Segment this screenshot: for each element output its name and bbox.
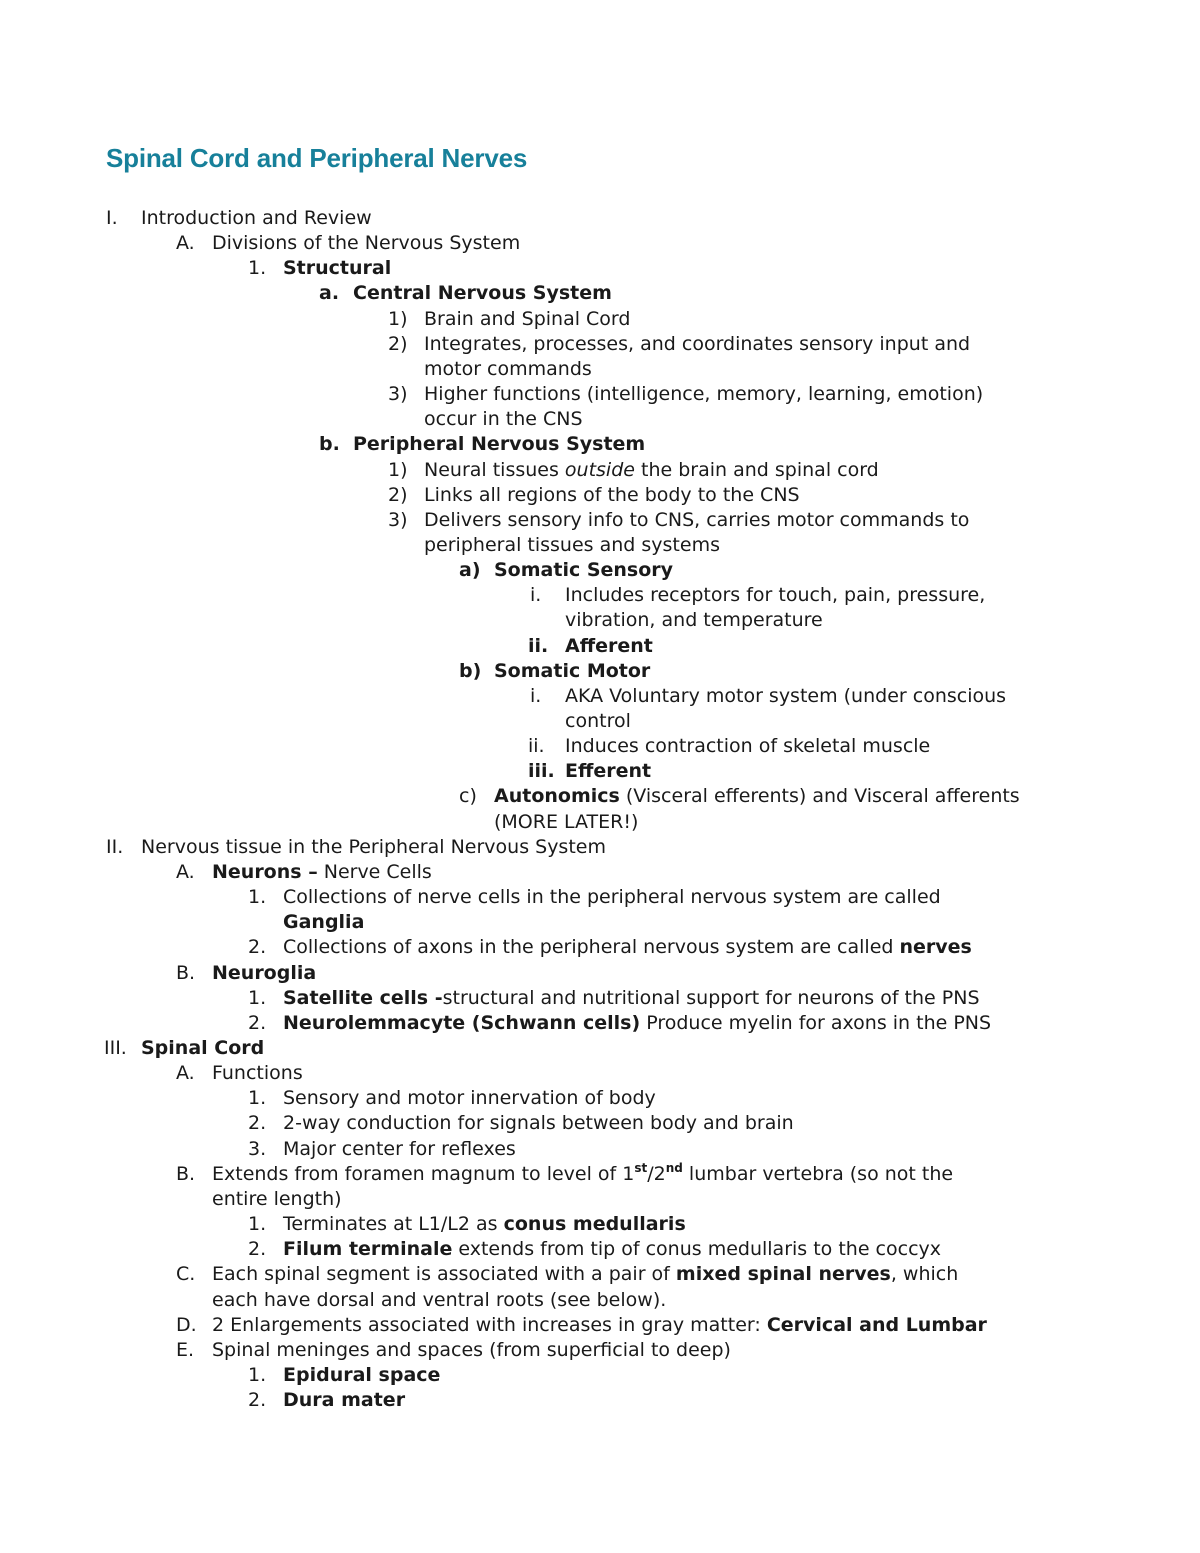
list-item-text	[283, 986, 980, 1011]
list-item-text	[283, 1363, 440, 1388]
list-marker: B.	[176, 961, 196, 984]
text-run: Integrates, processes, and coordinates sensory input and	[424, 332, 971, 355]
text-run: (Visceral efferents) and Visceral afferents	[619, 785, 1020, 808]
list-item-text	[141, 206, 372, 231]
text-run: lumbar vertebra (so not the	[682, 1162, 954, 1185]
bold-text: Filum terminale	[283, 1238, 453, 1261]
text-run: AKA Voluntary motor system (under conscious	[565, 684, 1007, 707]
list-item-text	[494, 784, 1020, 809]
text-run: Delivers sensory info to CNS, carries motor commands to	[424, 508, 970, 531]
list-marker: A.	[176, 860, 195, 883]
text-run: /2	[647, 1162, 666, 1185]
list-marker: 2.	[248, 1389, 267, 1411]
list-item-text	[424, 332, 970, 357]
list-item-text	[565, 634, 653, 659]
bold-text: Peripheral Nervous System	[353, 433, 646, 456]
bold-text: Central Nervous System	[353, 282, 612, 305]
list-item-text	[283, 885, 941, 910]
text-run: Links all regions of the body to the CNS	[424, 483, 800, 506]
list-item-text	[141, 1036, 264, 1061]
text-run: Produce myelin for axons in the PNS	[640, 1011, 992, 1034]
list-item-text	[212, 1162, 953, 1187]
list-item-text	[141, 835, 606, 860]
list-item-text	[565, 709, 631, 734]
bold-text: Somatic Sensory	[494, 559, 674, 582]
bold-text: Neuroglia	[212, 961, 317, 984]
list-item-text	[424, 407, 583, 432]
text-run: Introduction and Review	[141, 207, 372, 229]
text-run: Higher functions (intelligence, memory, learning, emotion)	[424, 383, 984, 405]
list-marker: b.	[319, 433, 340, 456]
list-marker: 3.	[248, 1137, 267, 1160]
list-item-text	[565, 734, 930, 759]
list-item-text	[494, 810, 638, 835]
bold-text: Ganglia	[283, 911, 365, 934]
text-run: Neural tissues	[424, 458, 565, 481]
list-item-text	[424, 357, 592, 382]
list-marker: 3)	[388, 508, 408, 531]
text-run: structural and nutritional support for neurons of the PNS	[442, 986, 980, 1009]
list-item-text	[212, 961, 316, 986]
text-run: 2 Enlargements associated with increases in gray matter:	[212, 1313, 767, 1336]
text-run: peripheral tissues and systems	[424, 534, 720, 556]
text-run: Divisions of the Nervous System	[212, 232, 521, 255]
list-marker: 3)	[388, 383, 408, 405]
italic-text: outside	[564, 458, 635, 481]
bold-text: Structural	[283, 257, 392, 280]
text-run: , which	[890, 1263, 959, 1286]
list-item-text	[212, 860, 432, 885]
list-marker: 2)	[388, 483, 408, 506]
bold-text: Autonomics	[494, 785, 620, 808]
list-marker: 1.	[248, 1363, 267, 1386]
text-run: occur in the CNS	[424, 408, 583, 431]
bold-text: Somatic Motor	[494, 659, 651, 682]
list-item-text	[212, 1338, 731, 1363]
list-marker: 2)	[388, 332, 408, 355]
list-item-text	[565, 583, 985, 608]
text-run: entire length)	[212, 1187, 342, 1210]
list-item-text	[283, 1137, 516, 1162]
text-run: Includes receptors for touch, pain, pressure,	[565, 584, 986, 607]
page-title: Spinal Cord and Peripheral Nerves	[106, 143, 528, 173]
list-marker: 1)	[388, 458, 408, 481]
text-run: Terminates at L1/L2 as	[283, 1213, 504, 1235]
bold-text: Cervical and Lumbar	[766, 1313, 987, 1336]
list-marker: C.	[176, 1263, 196, 1286]
list-marker: 2.	[248, 1112, 267, 1135]
bold-text: Efferent	[565, 760, 652, 783]
list-item-text	[353, 432, 645, 457]
bold-text: Neurons –	[212, 860, 318, 883]
list-marker: A.	[176, 232, 195, 255]
list-item-text	[283, 935, 972, 960]
list-marker: 2.	[248, 936, 267, 959]
list-item-text	[424, 483, 800, 508]
list-marker: E.	[176, 1338, 195, 1361]
bold-text: Neurolemmacyte (Schwann cells)	[283, 1011, 641, 1034]
list-marker: D.	[176, 1313, 197, 1336]
text-run: Extends from foramen magnum to level of 1	[212, 1162, 635, 1185]
text-run: Nervous tissue in the Peripheral Nervous System	[141, 835, 606, 858]
bold-text: Afferent	[565, 634, 653, 657]
bold-text: nerves	[899, 936, 972, 959]
list-marker: II.	[106, 835, 124, 858]
text-run: Brain and Spinal Cord	[424, 307, 631, 330]
list-marker: 1.	[248, 257, 267, 280]
text-run: Functions	[212, 1062, 303, 1085]
list-marker: 2.	[248, 1011, 267, 1034]
text-run: (MORE LATER!)	[494, 810, 639, 833]
list-item-text	[283, 1086, 656, 1111]
list-marker: ii.	[528, 735, 545, 758]
list-marker: A.	[176, 1062, 195, 1085]
list-marker: B.	[176, 1162, 196, 1185]
list-marker: 1)	[388, 307, 408, 330]
list-marker: III.	[104, 1036, 127, 1059]
list-item-text	[283, 1212, 686, 1237]
list-item-text	[212, 1288, 666, 1313]
text-run: vibration, and temperature	[565, 609, 823, 632]
list-marker: iii.	[528, 760, 555, 783]
text-run: Induces contraction of skeletal muscle	[565, 735, 931, 758]
list-item-text	[212, 1262, 958, 1287]
list-marker: a.	[319, 282, 340, 305]
list-item-text	[494, 659, 650, 684]
list-marker: i.	[530, 584, 542, 607]
list-marker: 2.	[248, 1238, 267, 1261]
text-run: Nerve Cells	[317, 860, 432, 883]
list-item-text	[565, 684, 1006, 709]
list-item-text	[424, 458, 879, 483]
text-run: control	[565, 710, 631, 732]
bold-text: Spinal Cord	[141, 1036, 265, 1059]
text-run: Major center for reflexes	[283, 1137, 516, 1160]
text-run: Spinal meninges and spaces (from superficial to deep)	[212, 1338, 731, 1361]
list-marker: 1.	[248, 1087, 267, 1110]
list-item-text	[283, 1388, 405, 1413]
list-marker: b)	[459, 659, 482, 682]
text-run: each have dorsal and ventral roots (see below).	[212, 1288, 667, 1311]
list-item-text	[283, 256, 391, 281]
list-marker: I.	[106, 207, 118, 229]
list-item-text	[565, 608, 823, 633]
list-item-text	[212, 231, 520, 256]
superscript: st	[634, 1160, 648, 1175]
list-item-text	[424, 307, 630, 332]
list-item-text	[565, 759, 651, 784]
text-run: the brain and spinal cord	[634, 458, 879, 481]
list-marker: ii.	[528, 634, 549, 657]
list-item-text	[494, 558, 673, 583]
list-marker: 1.	[248, 1213, 267, 1235]
bold-text: mixed spinal nerves	[675, 1263, 891, 1286]
list-item-text	[212, 1187, 342, 1212]
list-marker: 1.	[248, 886, 267, 908]
text-run: Collections of axons in the peripheral nervous system are called	[283, 936, 900, 959]
list-marker: a)	[459, 559, 481, 582]
list-marker: c)	[459, 785, 477, 808]
bold-text: Epidural space	[283, 1363, 441, 1386]
text-run: extends from tip of conus medullaris to the coccyx	[452, 1238, 942, 1261]
list-item-text	[283, 1011, 991, 1036]
list-item-text	[424, 382, 983, 407]
list-item-text	[424, 533, 720, 558]
bold-text: conus medullaris	[503, 1213, 686, 1235]
list-item-text	[283, 1237, 941, 1262]
list-item-text	[283, 910, 364, 935]
text-run: motor commands	[424, 357, 592, 380]
text-run: Collections of nerve cells in the peripheral nervous system are called	[283, 886, 941, 908]
text-run: Sensory and motor innervation of body	[283, 1087, 656, 1110]
bold-text: Satellite cells -	[283, 986, 443, 1009]
list-item-text	[212, 1061, 303, 1086]
list-marker: 1.	[248, 986, 267, 1009]
superscript: nd	[665, 1160, 683, 1175]
bold-text: Dura mater	[283, 1389, 406, 1411]
list-item-text	[353, 281, 612, 306]
text-run: Each spinal segment is associated with a pair of	[212, 1263, 676, 1286]
list-item-text	[212, 1313, 987, 1338]
list-item-text	[424, 508, 969, 533]
list-item-text	[283, 1111, 794, 1136]
text-run: 2-way conduction for signals between body and brain	[283, 1112, 794, 1135]
list-marker: i.	[530, 684, 542, 707]
